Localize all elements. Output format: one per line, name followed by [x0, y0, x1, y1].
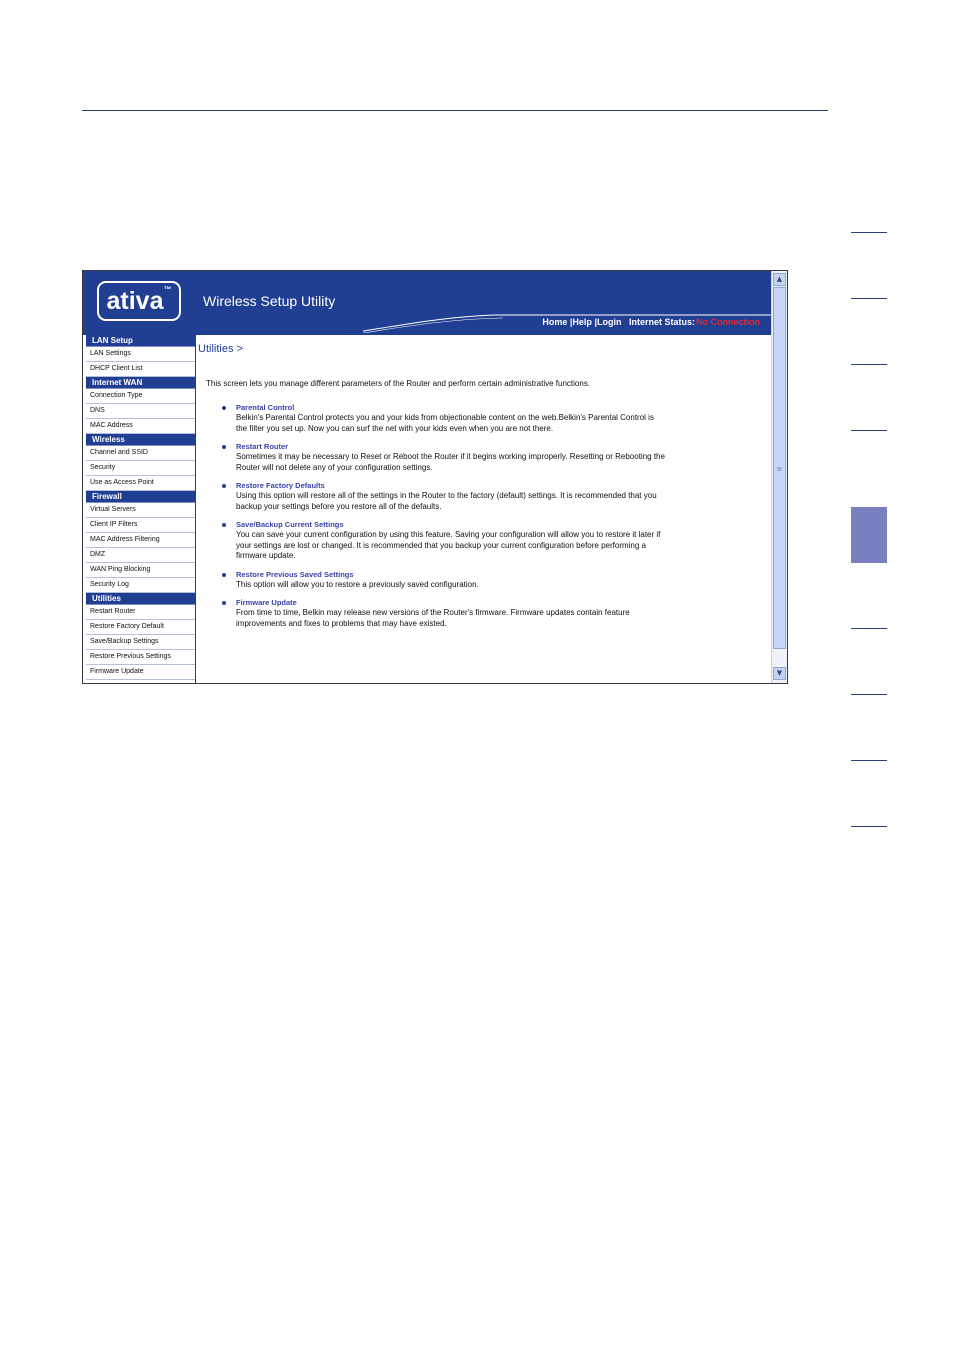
internet-status-label: Internet Status:: [628, 317, 695, 327]
sidebar-item-channel-ssid[interactable]: Channel and SSID: [86, 446, 195, 461]
item-description: Using this option will restore all of the settings in the Router to the factory (default) settings. It is recommended that you backup your settings before you restore all of the defaults.: [236, 491, 657, 511]
sidebar-nav: [86, 335, 196, 684]
scroll-thumb[interactable]: ≡: [773, 287, 786, 649]
restore-previous-settings-link[interactable]: Restore Previous Saved Settings: [236, 569, 354, 579]
sidebar-item-dns[interactable]: DNS: [86, 404, 195, 419]
item-description: This option will allow you to restore a previously saved configuration.: [236, 579, 479, 589]
sidebar-item-restore-factory-default[interactable]: Restore Factory Default: [86, 620, 195, 635]
section-tab-line: [851, 232, 887, 233]
sidebar-item-restore-previous[interactable]: Restore Previous Settings: [86, 650, 195, 665]
internet-status-value: No Connection: [696, 317, 760, 327]
sidebar-item-save-backup[interactable]: Save/Backup Settings: [86, 635, 195, 650]
vertical-scrollbar[interactable]: [771, 271, 787, 683]
screenshot-window: [82, 270, 788, 684]
header-banner: [83, 271, 772, 333]
list-item: [222, 570, 768, 591]
ativa-logo: [97, 281, 181, 321]
sidebar-item-restart-router[interactable]: Restart Router: [86, 605, 195, 620]
sidebar-section-internet-wan: Internet WAN: [86, 377, 195, 389]
bullet-icon: [222, 445, 226, 449]
utilities-list: [222, 403, 768, 629]
page-title: Utilities >: [198, 343, 243, 355]
nav-help-link[interactable]: Help: [572, 317, 592, 327]
sidebar-section-utilities: Utilities: [86, 593, 195, 605]
sidebar-item-access-point[interactable]: Use as Access Point: [86, 476, 195, 491]
restore-factory-defaults-link[interactable]: Restore Factory Defaults: [236, 481, 325, 490]
sidebar-item-mac-filtering[interactable]: MAC Address Filtering: [86, 533, 195, 548]
bullet-icon: [222, 601, 226, 605]
sidebar-section-lan-setup: LAN Setup: [86, 335, 195, 347]
main-content: [198, 343, 768, 637]
item-description: Belkin's Parental Control protects you and your kids from objectionable content on the web.Belkin's Parental Control is the filter you set up. Now you can surf the net with your kids even when you are not there.: [236, 413, 654, 433]
save-backup-settings-link[interactable]: Save/Backup Current Settings: [236, 520, 344, 529]
section-tab-line: [851, 430, 887, 431]
scroll-down-icon[interactable]: ▼: [773, 667, 786, 680]
bullet-icon: [222, 573, 226, 577]
section-tab-line: [851, 298, 887, 299]
list-item: [222, 442, 768, 473]
logo-trademark: ™: [163, 285, 172, 294]
item-description: From time to time, Belkin may release new versions of the Router's firmware. Firmware updates contain feature improvements and fixes to problems that may have existed.: [236, 608, 630, 628]
sidebar-item-lan-settings[interactable]: LAN Settings: [86, 347, 195, 362]
sidebar-section-wireless: Wireless: [86, 434, 195, 446]
section-tab-line: [851, 364, 887, 365]
section-tab-line: [851, 694, 887, 695]
logo-text: ativa: [106, 287, 164, 315]
bullet-icon: [222, 406, 226, 410]
bullet-icon: [222, 484, 226, 488]
bullet-icon: [222, 523, 226, 527]
section-tab-active: [851, 507, 887, 563]
list-item: [222, 481, 768, 512]
list-item: [222, 598, 768, 629]
sidebar-item-wan-ping-blocking[interactable]: WAN Ping Blocking: [86, 563, 195, 578]
intro-text: This screen lets you manage different parameters of the Router and perform certain administrative functions.: [206, 379, 591, 388]
section-tab-line: [851, 760, 887, 761]
list-item: [222, 520, 768, 562]
sidebar-item-security-log[interactable]: Security Log: [86, 578, 195, 593]
section-tab-line: [851, 826, 887, 827]
sidebar-item-mac-address[interactable]: MAC Address: [86, 419, 195, 434]
nav-home-link[interactable]: Home: [542, 317, 568, 327]
list-item: [222, 403, 768, 434]
sidebar-item-firmware-update[interactable]: Firmware Update: [86, 665, 195, 680]
scroll-up-icon[interactable]: ▲: [773, 273, 786, 286]
nav-login-link[interactable]: Login: [596, 317, 622, 327]
sidebar-section-firewall: Firewall: [86, 491, 195, 503]
restart-router-link[interactable]: Restart Router: [236, 442, 289, 451]
sidebar-item-dhcp-client-list[interactable]: DHCP Client List: [86, 362, 195, 377]
sidebar-item-connection-type[interactable]: Connection Type: [86, 389, 195, 404]
app-title: Wireless Setup Utility: [203, 293, 336, 309]
item-description: Sometimes it may be necessary to Reset or Reboot the Router if it begins working improperly. Resetting or Rebooting the Router will not delete any of your configuration settings.: [236, 452, 665, 472]
sidebar-item-client-ip-filters[interactable]: Client IP Filters: [86, 518, 195, 533]
header-nav: Home |Help |Login Internet Status:No Connection: [542, 317, 760, 327]
sidebar-item-dmz[interactable]: DMZ: [86, 548, 195, 563]
sidebar-item-security[interactable]: Security: [86, 461, 195, 476]
item-description: You can save your current configuration by using this feature. Saving your configuration will allow you to restore it later if your settings are lost or changed. It is recommended that you backup your current configuration before performing a firmware update.: [236, 530, 661, 560]
firmware-update-link[interactable]: Firmware Update: [236, 598, 297, 607]
parental-control-link[interactable]: Parental Control: [236, 403, 295, 412]
page-top-rule: [82, 110, 828, 111]
section-tab-line: [851, 628, 887, 629]
sidebar-item-virtual-servers[interactable]: Virtual Servers: [86, 503, 195, 518]
